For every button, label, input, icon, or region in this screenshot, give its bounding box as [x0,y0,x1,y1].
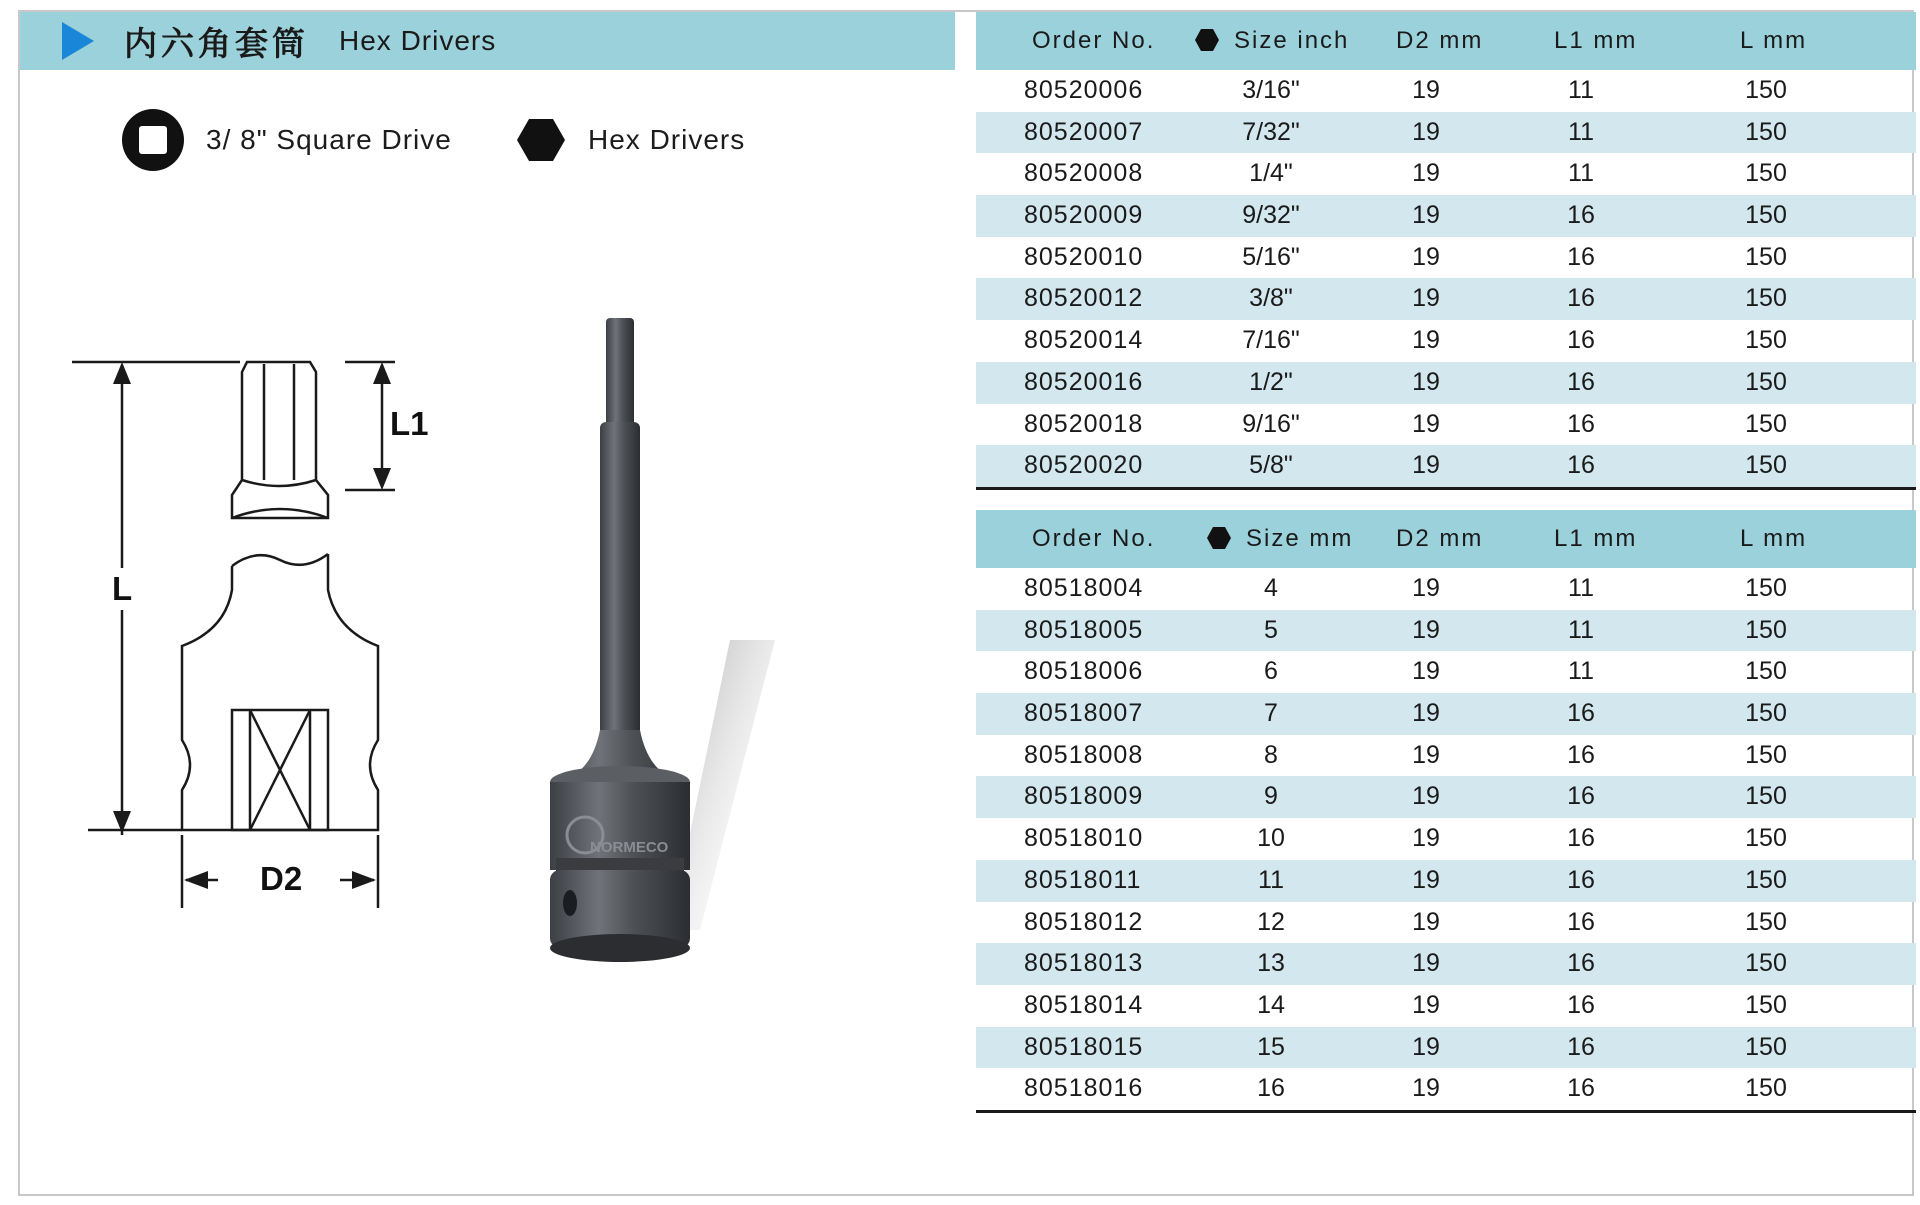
l-cell: 150 [1745,159,1787,188]
order-no-cell: 80520010 [1024,242,1144,271]
order-no-cell: 80518010 [1024,824,1144,853]
table-inch-sizes [976,12,1916,490]
column-header-l: L mm [1740,525,1808,552]
l-cell: 150 [1745,451,1787,480]
dimension-label-l: L [112,568,132,610]
order-no-cell: 80518013 [1024,949,1144,978]
l1-cell: 16 [1567,1032,1595,1061]
legend-hex-drivers-label: Hex Drivers [588,124,746,155]
d2-cell: 19 [1412,1032,1440,1061]
order-no-cell: 80518004 [1024,574,1144,602]
order-no-cell: 80520014 [1024,326,1144,355]
l-cell: 150 [1745,284,1787,313]
hex-icon [516,117,566,163]
d2-cell: 19 [1412,451,1440,480]
l-cell: 150 [1745,409,1787,438]
size-cell: 5/16" [1242,242,1300,271]
l-cell: 150 [1745,949,1787,978]
order-no-cell: 80520020 [1024,451,1144,480]
l1-cell: 16 [1567,740,1595,769]
order-no-cell: 80518007 [1024,699,1144,728]
size-cell: 3/16" [1242,76,1300,104]
l-cell: 150 [1745,699,1787,728]
table-row [976,362,1916,404]
table-row [976,985,1916,1027]
l1-cell: 11 [1568,117,1594,146]
table-row [976,735,1916,777]
size-cell: 13 [1257,949,1285,978]
table-header [976,12,1916,70]
l1-cell: 16 [1567,949,1595,978]
table-row [976,404,1916,446]
d2-cell: 19 [1412,740,1440,769]
order-no-cell: 80518014 [1024,990,1144,1019]
d2-cell: 19 [1412,159,1440,188]
l-cell: 150 [1745,782,1787,811]
size-cell: 10 [1257,824,1285,853]
size-cell: 1/2" [1249,367,1293,396]
column-header-size-label: Size inch [1234,27,1350,54]
technical-drawing [60,340,460,925]
table-body [976,70,1916,490]
l1-cell: 11 [1568,76,1594,104]
d2-cell: 19 [1412,615,1440,644]
size-cell: 3/8" [1249,284,1293,313]
column-header-size [1194,12,1349,70]
table-row [976,651,1916,693]
size-cell: 14 [1257,990,1285,1019]
column-header-l1: L1 mm [1554,525,1638,552]
l-cell: 150 [1745,76,1787,104]
brand-logo-text: NORMECO [590,839,669,856]
table-row [976,278,1916,320]
column-header-order-no: Order No. [1032,27,1156,54]
order-no-cell: 80520012 [1024,284,1144,313]
table-row [976,445,1916,487]
order-no-cell: 80520007 [1024,117,1144,146]
legend-square-drive [122,108,452,172]
product-photo [520,310,790,970]
table-row [976,195,1916,237]
size-cell: 5 [1264,615,1278,644]
table-row [976,860,1916,902]
size-cell: 5/8" [1249,451,1293,480]
d2-cell: 19 [1412,782,1440,811]
l1-cell: 16 [1567,242,1595,271]
l-cell: 150 [1745,865,1787,894]
l-cell: 150 [1745,326,1787,355]
size-cell: 7/32" [1242,117,1300,146]
hex-icon [1194,28,1220,52]
size-cell: 7/16" [1242,326,1300,355]
square-drive-icon [122,109,184,171]
size-cell: 6 [1264,657,1278,686]
order-no-cell: 80520009 [1024,201,1144,230]
size-cell: 7 [1264,699,1278,728]
order-no-cell: 80518012 [1024,907,1144,936]
column-header-order-no: Order No. [1032,525,1156,552]
d2-cell: 19 [1412,76,1440,104]
column-header-size-label: Size mm [1246,525,1354,552]
table-mm-sizes [976,510,1916,1113]
l-cell: 150 [1745,824,1787,853]
table-row [976,610,1916,652]
d2-cell: 19 [1412,201,1440,230]
section-header [20,12,955,70]
d2-cell: 19 [1412,117,1440,146]
column-header-d2: D2 mm [1396,27,1484,54]
l1-cell: 16 [1567,284,1595,313]
d2-cell: 19 [1412,990,1440,1019]
table-row [976,818,1916,860]
l1-cell: 16 [1567,907,1595,936]
size-cell: 11 [1258,865,1284,894]
l1-cell: 16 [1567,865,1595,894]
size-cell: 9/32" [1242,201,1300,230]
table-row [976,693,1916,735]
dimension-label-d2: D2 [260,860,303,897]
l1-cell: 11 [1568,574,1594,602]
d2-cell: 19 [1412,824,1440,853]
order-no-cell: 80520008 [1024,159,1144,188]
size-cell: 15 [1257,1032,1285,1061]
size-cell: 16 [1257,1074,1285,1103]
l-cell: 150 [1745,615,1787,644]
d2-cell: 19 [1412,1074,1440,1103]
l-cell: 150 [1745,117,1787,146]
order-no-cell: 80518006 [1024,657,1144,686]
table-row [976,568,1916,610]
l-cell: 150 [1745,740,1787,769]
l-cell: 150 [1745,657,1787,686]
table-row [976,776,1916,818]
d2-cell: 19 [1412,326,1440,355]
size-cell: 4 [1264,574,1278,602]
l1-cell: 11 [1568,657,1594,686]
hex-icon [1206,526,1232,550]
d2-cell: 19 [1412,699,1440,728]
size-cell: 1/4" [1249,159,1293,188]
title-english: Hex Drivers [339,25,497,56]
table-row [976,153,1916,195]
l-cell: 150 [1745,574,1787,602]
l1-cell: 16 [1567,824,1595,853]
size-cell: 12 [1257,907,1285,936]
l1-cell: 16 [1567,1074,1595,1103]
size-cell: 8 [1264,740,1278,769]
d2-cell: 19 [1412,242,1440,271]
order-no-cell: 80518016 [1024,1074,1144,1103]
order-no-cell: 80518008 [1024,740,1144,769]
legend-square-drive-label: 3/ 8" Square Drive [206,124,452,155]
order-no-cell: 80518009 [1024,782,1144,811]
table-row [976,1027,1916,1069]
table-row [976,1068,1916,1110]
column-header-size [1206,510,1353,568]
l1-cell: 16 [1567,990,1595,1019]
column-header-l: L mm [1740,27,1808,54]
d2-cell: 19 [1412,657,1440,686]
d2-cell: 19 [1412,907,1440,936]
order-no-cell: 80520016 [1024,367,1144,396]
table-row [976,320,1916,362]
size-cell: 9 [1264,782,1278,811]
l-cell: 150 [1745,201,1787,230]
column-header-d2: D2 mm [1396,525,1484,552]
l1-cell: 16 [1567,699,1595,728]
l1-cell: 16 [1567,326,1595,355]
l1-cell: 16 [1567,201,1595,230]
order-no-cell: 80518011 [1024,865,1142,894]
d2-cell: 19 [1412,409,1440,438]
table-row [976,237,1916,279]
d2-cell: 19 [1412,367,1440,396]
table-row [976,943,1916,985]
d2-cell: 19 [1412,284,1440,313]
table-row [976,112,1916,154]
l-cell: 150 [1745,907,1787,936]
d2-cell: 19 [1412,574,1440,602]
l1-cell: 16 [1567,782,1595,811]
table-header [976,510,1916,568]
d2-cell: 19 [1412,865,1440,894]
l1-cell: 16 [1567,451,1595,480]
order-no-cell: 80518015 [1024,1032,1144,1061]
table-row [976,902,1916,944]
size-cell: 9/16" [1242,409,1300,438]
legend-hex-drivers [516,108,745,172]
l1-cell: 11 [1568,159,1594,188]
l1-cell: 16 [1567,409,1595,438]
l-cell: 150 [1745,1032,1787,1061]
l-cell: 150 [1745,1074,1787,1103]
l-cell: 150 [1745,242,1787,271]
play-arrow-icon [62,22,94,60]
title-chinese: 内六角套筒 [124,23,309,63]
column-header-l1: L1 mm [1554,27,1638,54]
l1-cell: 11 [1568,615,1594,644]
table-row [976,70,1916,112]
table-body [976,568,1916,1113]
d2-cell: 19 [1412,949,1440,978]
order-no-cell: 80520018 [1024,409,1144,438]
order-no-cell: 80520006 [1024,76,1144,104]
dimension-label-l1: L1 [390,405,429,442]
l-cell: 150 [1745,367,1787,396]
l1-cell: 16 [1567,367,1595,396]
l-cell: 150 [1745,990,1787,1019]
order-no-cell: 80518005 [1024,615,1144,644]
